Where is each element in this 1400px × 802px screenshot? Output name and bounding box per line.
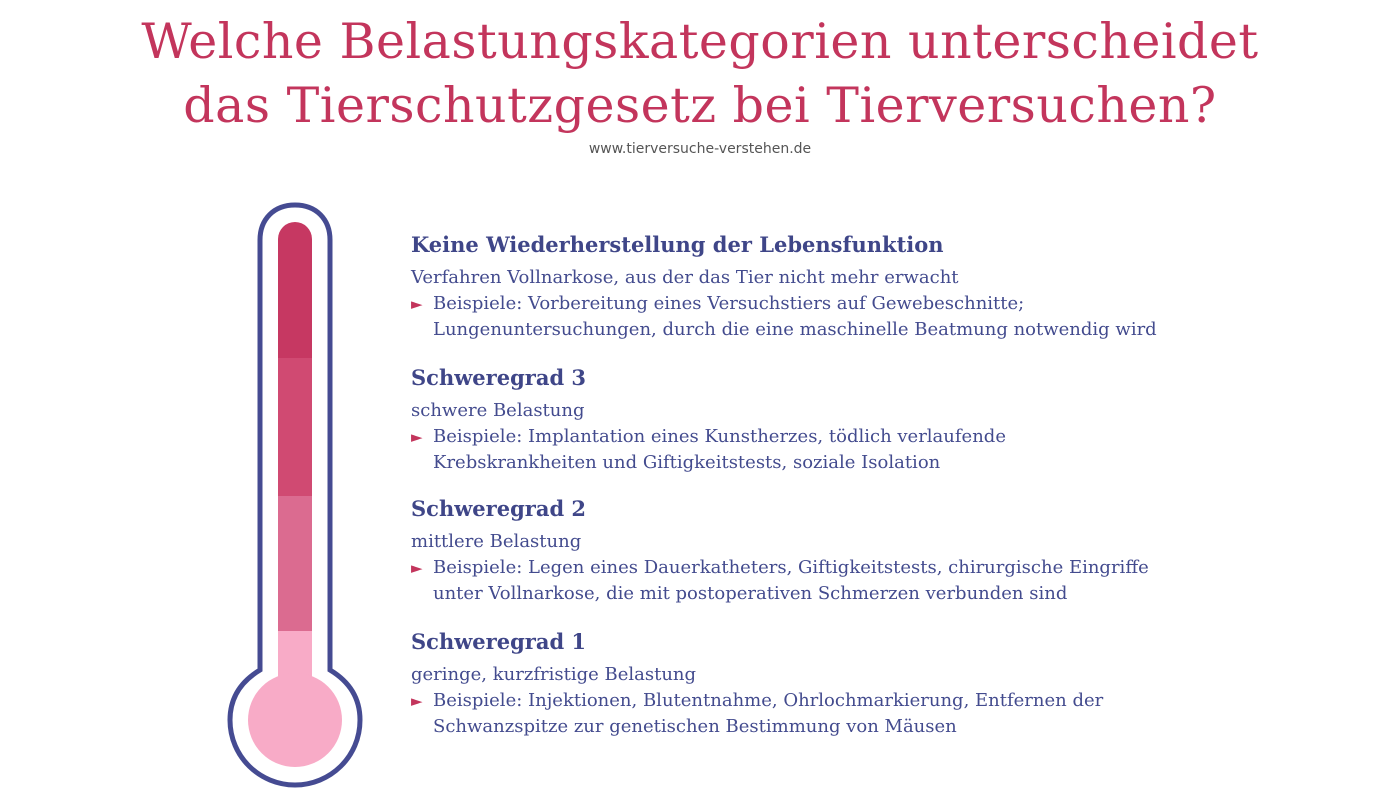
- category-examples-line: Schwanzspitze zur genetischen Bestimmung von Mäusen: [433, 716, 957, 737]
- category-examples-line: [411, 555, 1371, 581]
- examples-text: Beispiele: Implantation eines Kunstherzes, tödlich verlaufende: [433, 426, 1006, 447]
- bullet-arrow-icon: ►: [411, 692, 423, 710]
- bullet-arrow-icon: ►: [411, 428, 423, 446]
- category-heading: Schweregrad 1: [411, 629, 587, 654]
- title-line-1: Welche Belastungskategorien unterscheidet: [141, 13, 1259, 70]
- category-description: mittlere Belastung: [411, 531, 582, 552]
- category-heading: Schweregrad 2: [411, 496, 587, 521]
- examples-text: Beispiele: Injektionen, Blutentnahme, Ohrlochmarkierung, Entfernen der: [433, 690, 1104, 711]
- category-heading: Keine Wiederherstellung der Lebensfunktion: [411, 232, 944, 257]
- category-heading: Schweregrad 3: [411, 365, 587, 390]
- bullet-arrow-icon: ►: [411, 559, 423, 577]
- page-title: [0, 10, 1400, 138]
- thermometer-level-2: [278, 496, 312, 633]
- category-examples-line: Lungenuntersuchungen, durch die eine maschinelle Beatmung notwendig wird: [433, 319, 1157, 340]
- category-examples-line: [411, 291, 1371, 317]
- category-examples-line: unter Vollnarkose, die mit postoperativen Schmerzen verbunden sind: [433, 583, 1068, 604]
- thermometer-level-4-fill: [278, 250, 312, 360]
- bullet-arrow-icon: ►: [411, 295, 423, 313]
- category-description: schwere Belastung: [411, 400, 585, 421]
- source-url: www.tierversuche-verstehen.de: [588, 141, 812, 157]
- thermometer-icon: [220, 195, 370, 795]
- thermometer-bulb: [248, 673, 342, 767]
- category-examples-line: [411, 424, 1371, 450]
- category-description: geringe, kurzfristige Belastung: [411, 664, 697, 685]
- category-item: [411, 627, 1371, 739]
- category-examples-line: [411, 688, 1371, 714]
- category-item: [411, 494, 1371, 606]
- examples-text: Beispiele: Legen eines Dauerkatheters, Giftigkeitstests, chirurgische Eingriffe: [433, 557, 1149, 578]
- title-line-2: das Tierschutzgesetz bei Tierversuchen?: [183, 77, 1217, 134]
- thermometer-level-3: [278, 358, 312, 498]
- category-item: [411, 230, 1371, 342]
- examples-text: Beispiele: Vorbereitung eines Versuchstiers auf Gewebeschnitte;: [433, 293, 1025, 314]
- category-description: Verfahren Vollnarkose, aus der das Tier nicht mehr erwacht: [411, 267, 959, 288]
- category-item: [411, 363, 1371, 475]
- category-examples-line: Krebskrankheiten und Giftigkeitstests, soziale Isolation: [433, 452, 941, 473]
